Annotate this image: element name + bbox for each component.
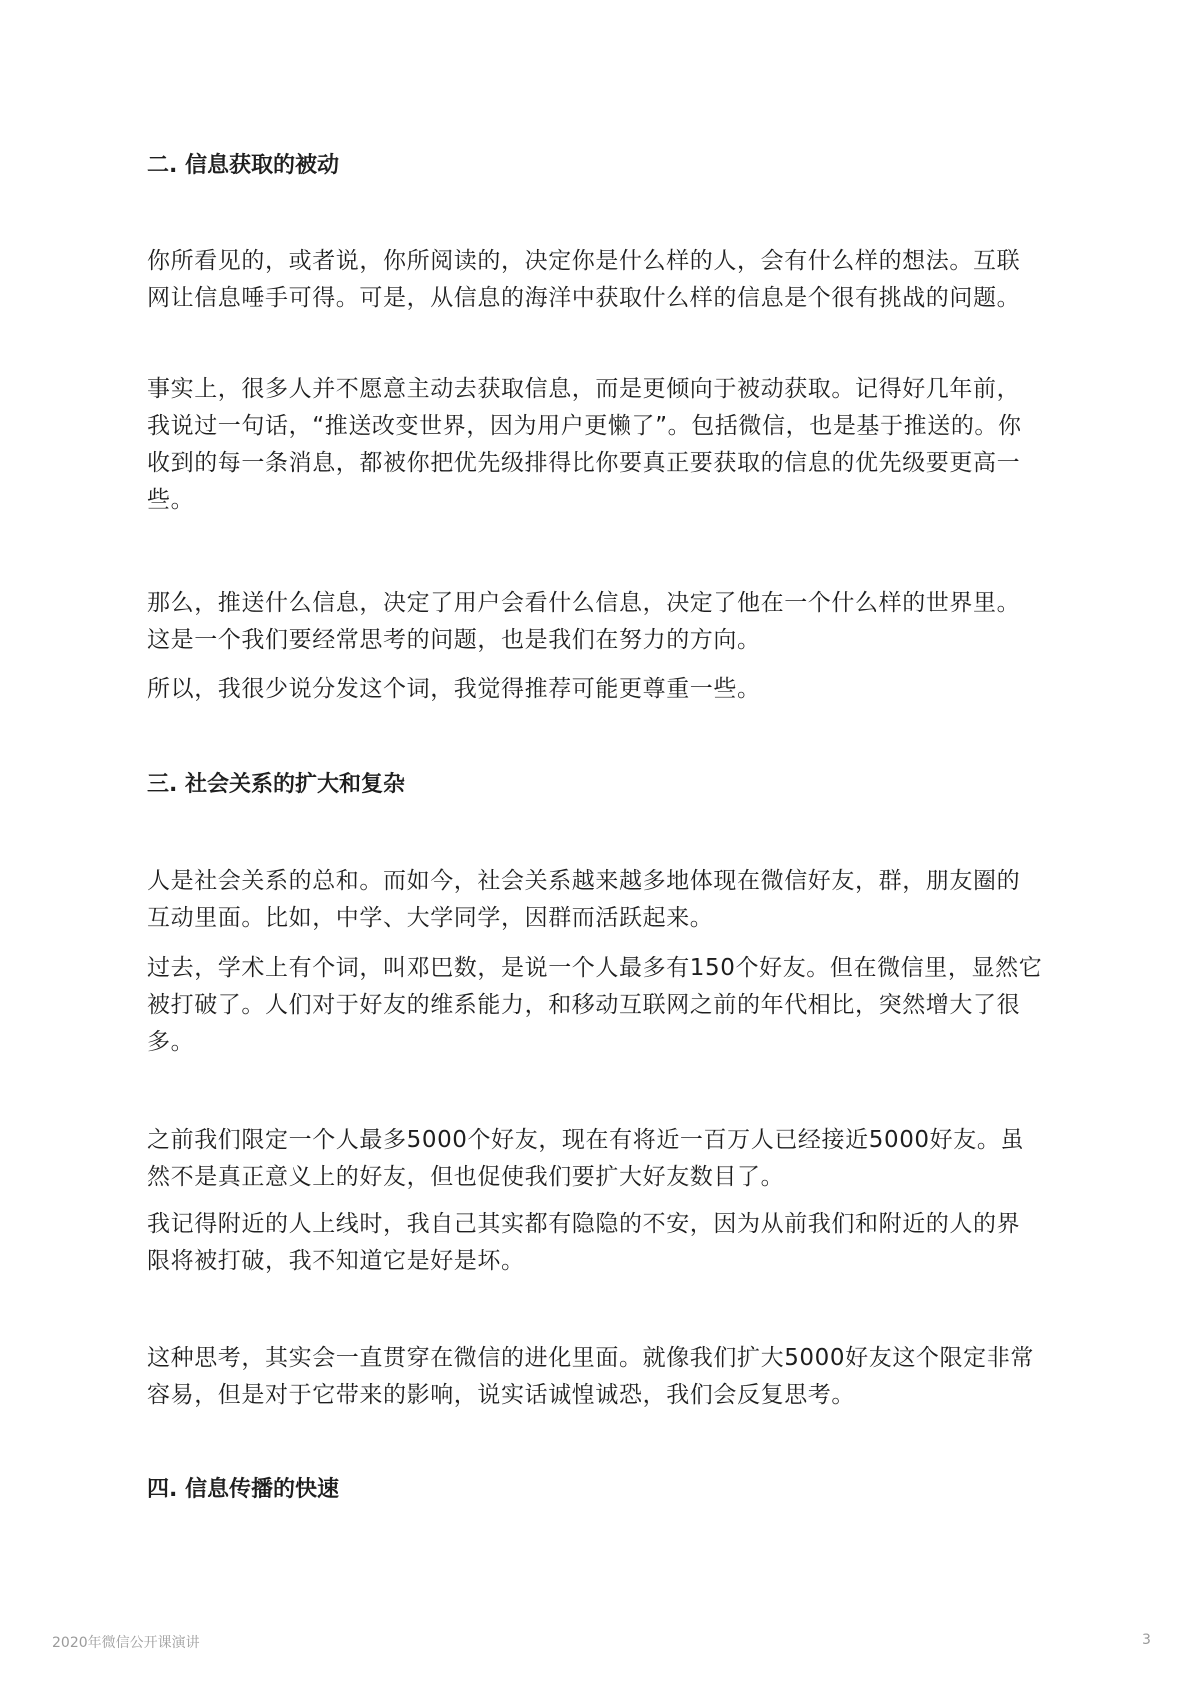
paragraph xyxy=(147,950,1042,1061)
text-line: 网让信息唾手可得。可是，从信息的海洋中获取什么样的信息是个很有挑战的问题。 xyxy=(147,285,1021,311)
paragraph xyxy=(147,1340,1034,1414)
text-line: 收到的每一条消息，都被你把优先级排得比你要真正要获取的信息的优先级要更高一 xyxy=(147,450,1021,476)
text-line: 这种思考，其实会一直贯穿在微信的进化里面。就像我们扩大5000好友这个限定非常 xyxy=(147,1345,1034,1371)
section-heading-4: 四. 信息传播的快速 xyxy=(147,1477,340,1502)
page-number: 3 xyxy=(1142,1632,1151,1648)
text-line: 我记得附近的人上线时，我自己其实都有隐隐的不安，因为从前我们和附近的人的界 xyxy=(147,1211,1021,1237)
text-line: 事实上，很多人并不愿意主动去获取信息，而是更倾向于被动获取。记得好几年前， xyxy=(147,376,1021,402)
paragraph xyxy=(147,1122,1024,1196)
footer-title: 2020年微信公开课演讲 xyxy=(52,1635,200,1651)
text-line: 互动里面。比如，中学、大学同学，因群而活跃起来。 xyxy=(147,905,714,931)
text-line: 被打破了。人们对于好友的维系能力，和移动互联网之前的年代相比，突然增大了很 xyxy=(147,992,1021,1018)
paragraph xyxy=(147,1206,1020,1280)
paragraph xyxy=(147,671,761,708)
text-line: 容易，但是对于它带来的影响，说实话诚惶诚恐，我们会反复思考。 xyxy=(147,1382,855,1408)
paragraph xyxy=(147,863,1020,937)
text-line: 这是一个我们要经常思考的问题，也是我们在努力的方向。 xyxy=(147,627,761,653)
paragraph xyxy=(147,585,1020,659)
text-line: 限将被打破，我不知道它是好是坏。 xyxy=(147,1248,525,1274)
section-heading-2: 二. 信息获取的被动 xyxy=(147,153,340,178)
text-line: 些。 xyxy=(147,487,195,513)
section-heading-3: 三. 社会关系的扩大和复杂 xyxy=(147,772,406,797)
text-line: 我说过一句话，“推送改变世界，因为用户更懒了”。包括微信，也是基于推送的。你 xyxy=(147,413,1022,439)
text-line: 过去，学术上有个词，叫邓巴数，是说一个人最多有150个好友。但在微信里，显然它 xyxy=(147,955,1043,981)
text-line: 所以，我很少说分发这个词，我觉得推荐可能更尊重一些。 xyxy=(147,676,761,702)
text-line: 你所看见的，或者说，你所阅读的，决定你是什么样的人，会有什么样的想法。互联 xyxy=(147,248,1021,274)
paragraph xyxy=(147,243,1020,317)
text-line: 之前我们限定一个人最多5000个好友，现在有将近一百万人已经接近5000好友。虽 xyxy=(147,1127,1025,1153)
text-line: 然不是真正意义上的好友，但也促使我们要扩大好友数目了。 xyxy=(147,1164,785,1190)
text-line: 那么，推送什么信息，决定了用户会看什么信息，决定了他在一个什么样的世界里。 xyxy=(147,590,1021,616)
text-line: 人是社会关系的总和。而如今，社会关系越来越多地体现在微信好友，群，朋友圈的 xyxy=(147,868,1021,894)
text-line: 多。 xyxy=(147,1029,195,1055)
paragraph xyxy=(147,371,1022,519)
